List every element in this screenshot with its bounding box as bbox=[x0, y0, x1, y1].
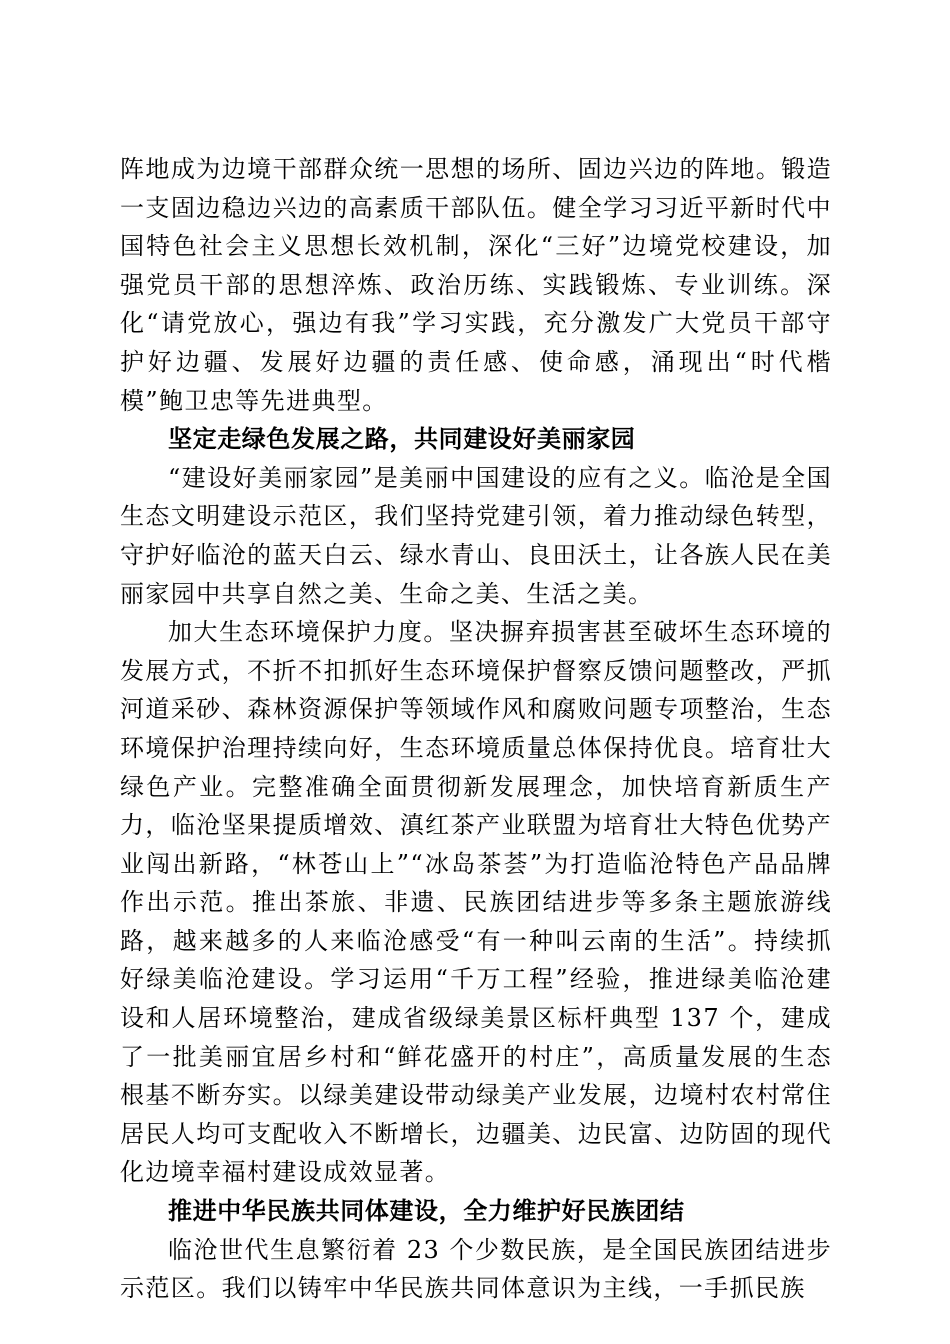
paragraph-continued: 阵地成为边境干部群众统一思想的场所、固边兴边的阵地。锻造一支固边稳边兴边的高素质干部队伍。健全学习习近平新时代中国特色社会主义思想长效机制，深化“三好”边境党校建设，加强党员干部的思想淬炼、政治历练、实践锻炼、专业训练。深化“请党放心，强边有我”学习实践，充分激发广大党员干部守护好边疆、发展好边疆的责任感、使命感，涌现出“时代楷模”鲍卫忠等先进典型。 bbox=[120, 155, 832, 415]
paragraph-ethnic-groups: 临沧世代生息繁衍着 23 个少数民族，是全国民族团结进步示范区。我们以铸牢中华民族共同体意识为主线，一手抓民族 bbox=[120, 1235, 832, 1303]
paragraph-ecology-protection: 加大生态环境保护力度。坚决摒弃损害甚至破坏生态环境的发展方式，不折不扣抓好生态环境保护督察反馈问题整改，严抓河道采砂、森林资源保护等领域作风和腐败问题专项整治，生态环境保护治理持续向好，生态环境质量总体保持优良。培育壮大绿色产业。完整准确全面贯彻新发展理念，加快培育新质生产力，临沧坚果提质增效、滇红茶产业联盟为培育壮大特色优势产业闯出新路，“林苍山上”“冰岛茶荟”为打造临沧特色产品品牌作出示范。推出茶旅、非遗、民族团结进步等多条主题旅游线路，越来越多的人来临沧感受“有一种叫云南的生活”。持续抓好绿美临沧建设。学习运用“千万工程”经验，推进绿美临沧建设和人居环境整治，建成省级绿美景区标杆典型 137 个，建成了一批美丽宜居乡村和“鲜花盛开的村庄”，高质量发展的生态根基不断夯实。以绿美建设带动绿美产业发展，边境村农村常住居民人均可支配收入不断增长，边疆美、边民富、边防固的现代化边境幸福村建设成效显著。 bbox=[120, 618, 832, 1187]
section-heading-green-development: 坚定走绿色发展之路，共同建设好美丽家园 bbox=[168, 425, 636, 454]
paragraph-beautiful-home: “建设好美丽家园”是美丽中国建设的应有之义。临沧是全国生态文明建设示范区，我们坚持党建引领，着力推动绿色转型，守护好临沧的蓝天白云、绿水青山、良田沃土，让各族人民在美丽家园中共享自然之美、生命之美、生活之美。 bbox=[120, 463, 832, 608]
document-body bbox=[120, 150, 832, 1308]
section-heading-national-unity: 推进中华民族共同体建设，全力维护好民族团结 bbox=[168, 1197, 685, 1226]
